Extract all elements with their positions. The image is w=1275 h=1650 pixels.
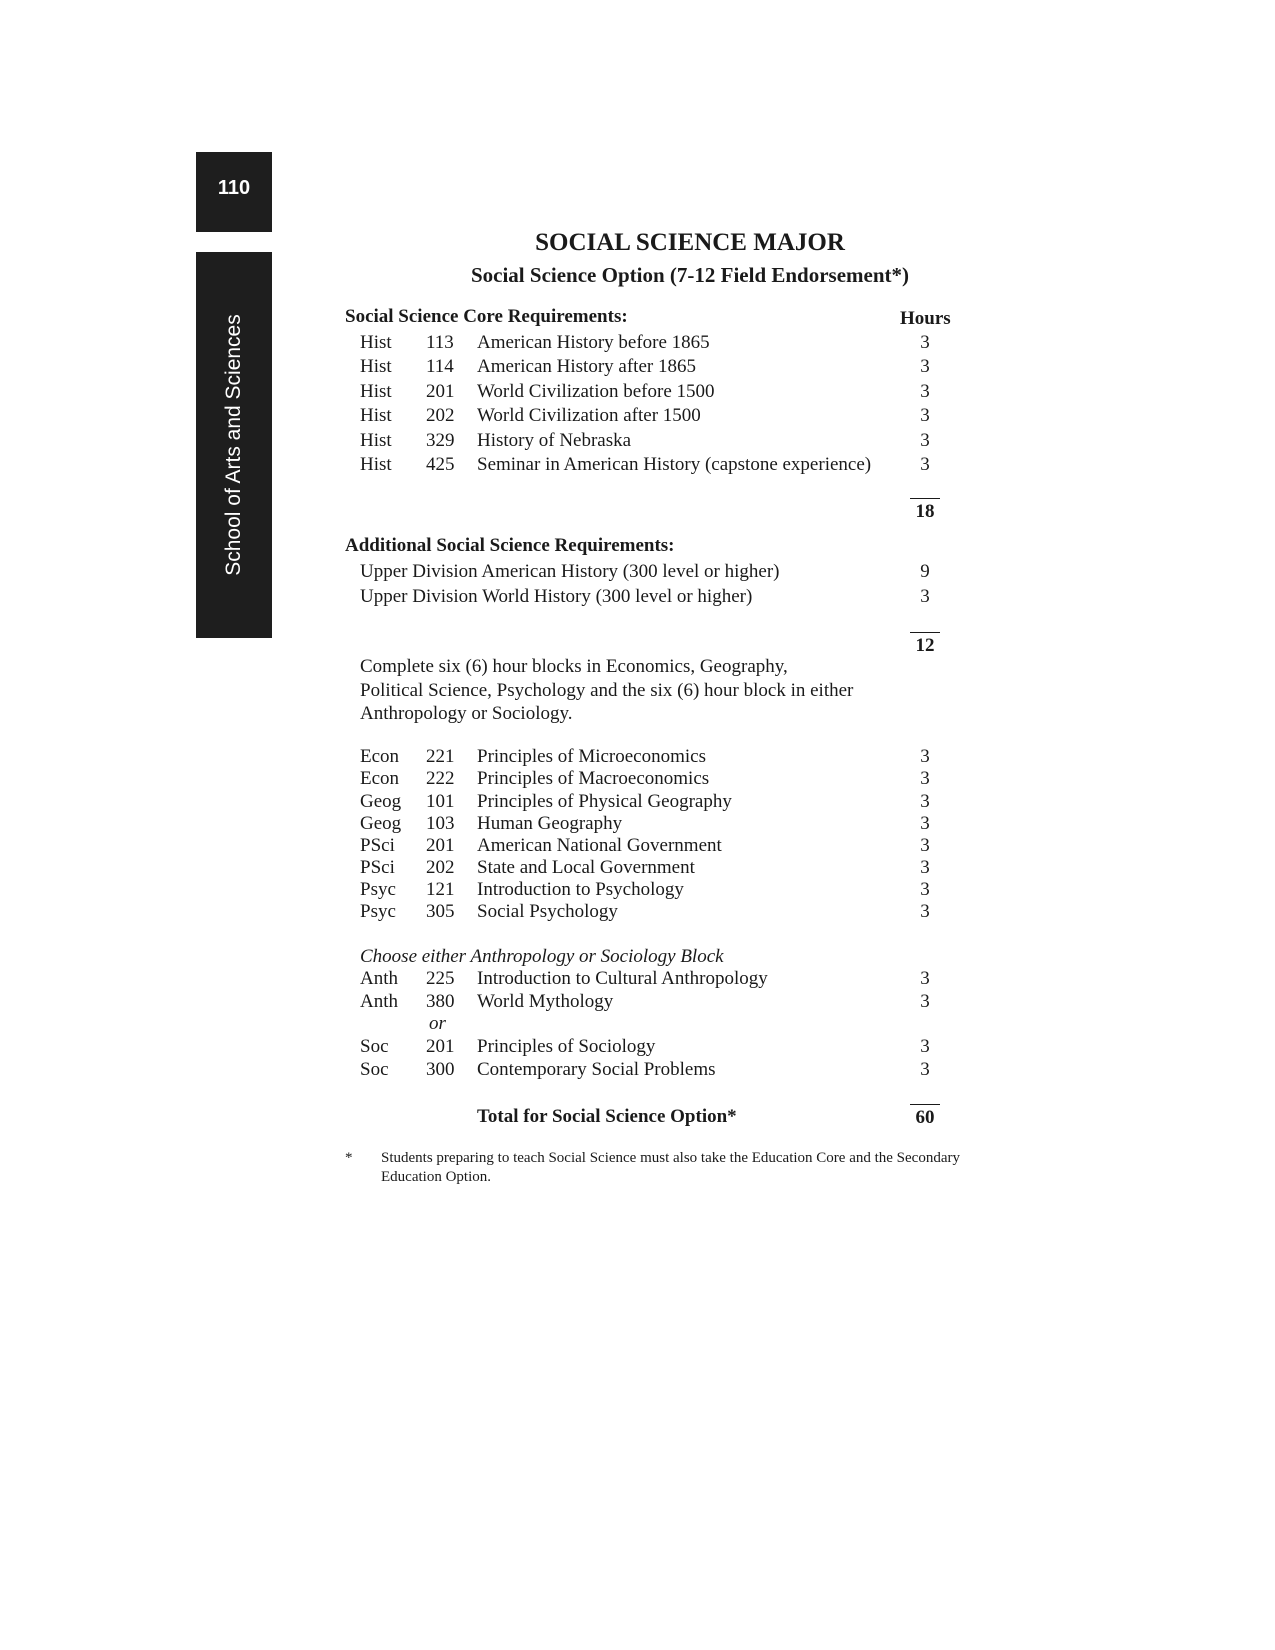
course-name: American National Government bbox=[477, 835, 722, 856]
course-number: 121 bbox=[426, 879, 455, 900]
additional-hours: 9 bbox=[920, 561, 930, 582]
course-row bbox=[360, 1036, 940, 1060]
course-number: 222 bbox=[426, 768, 455, 789]
course-row bbox=[360, 405, 940, 429]
course-row bbox=[360, 768, 940, 792]
course-name: Principles of Physical Geography bbox=[477, 791, 732, 812]
course-hours: 3 bbox=[920, 901, 930, 922]
course-row bbox=[360, 857, 940, 881]
course-row bbox=[360, 332, 940, 356]
course-number: 225 bbox=[426, 968, 455, 989]
additional-hours: 3 bbox=[920, 586, 930, 607]
course-hours: 3 bbox=[920, 991, 930, 1012]
course-name: American History after 1865 bbox=[477, 356, 696, 377]
course-number: 113 bbox=[426, 332, 454, 353]
course-hours: 3 bbox=[920, 879, 930, 900]
additional-subtotal: 12 bbox=[910, 632, 940, 657]
course-dept: Anth bbox=[360, 991, 398, 1012]
course-hours: 3 bbox=[920, 835, 930, 856]
course-name: History of Nebraska bbox=[477, 430, 632, 451]
course-number: 300 bbox=[426, 1059, 455, 1080]
total-label: Total for Social Science Option* bbox=[477, 1106, 737, 1127]
choose-heading: Choose either Anthropology or Sociology Block bbox=[360, 946, 724, 967]
core-subtotal: 18 bbox=[910, 498, 940, 523]
course-dept: Psyc bbox=[360, 901, 396, 922]
course-row bbox=[360, 454, 940, 478]
course-name: Principles of Sociology bbox=[477, 1036, 656, 1057]
course-row bbox=[360, 430, 940, 454]
course-number: 103 bbox=[426, 813, 455, 834]
additional-row bbox=[360, 586, 940, 610]
course-dept: PSci bbox=[360, 857, 395, 878]
course-row bbox=[360, 746, 940, 770]
course-hours: 3 bbox=[920, 1036, 930, 1057]
course-hours: 3 bbox=[920, 430, 930, 451]
course-number: 221 bbox=[426, 746, 455, 767]
course-dept: Hist bbox=[360, 381, 392, 402]
course-name: Seminar in American History (capstone experience) bbox=[477, 454, 872, 475]
blocks-note-line-1: Complete six (6) hour blocks in Economics, Geography, bbox=[360, 656, 788, 677]
course-hours: 3 bbox=[920, 857, 930, 878]
course-row bbox=[360, 791, 940, 815]
course-dept: Econ bbox=[360, 768, 400, 789]
page-number-tab bbox=[196, 152, 272, 232]
section-tab bbox=[196, 252, 272, 638]
course-hours: 3 bbox=[920, 768, 930, 789]
additional-row bbox=[360, 561, 940, 585]
or-label: or bbox=[429, 1013, 446, 1034]
course-hours: 3 bbox=[920, 813, 930, 834]
course-dept: Hist bbox=[360, 405, 392, 426]
course-row bbox=[360, 835, 940, 859]
course-number: 329 bbox=[426, 430, 455, 451]
course-hours: 3 bbox=[920, 454, 930, 475]
additional-heading: Additional Social Science Requirements: bbox=[345, 535, 675, 556]
course-number: 305 bbox=[426, 901, 455, 922]
footnote-line-2: Education Option. bbox=[381, 1169, 491, 1185]
course-number: 202 bbox=[426, 405, 455, 426]
course-name: Principles of Microeconomics bbox=[477, 746, 707, 767]
course-name: American History before 1865 bbox=[477, 332, 710, 353]
footnote-line-1: Students preparing to teach Social Science must also take the Education Core and the Secondary bbox=[381, 1150, 960, 1166]
course-row bbox=[360, 879, 940, 903]
course-dept: Soc bbox=[360, 1036, 389, 1057]
course-number: 201 bbox=[426, 381, 455, 402]
course-dept: Geog bbox=[360, 813, 402, 834]
course-name: Social Psychology bbox=[477, 901, 618, 922]
course-dept: Hist bbox=[360, 332, 392, 353]
course-hours: 3 bbox=[920, 1059, 930, 1080]
course-number: 202 bbox=[426, 857, 455, 878]
footnote-marker: * bbox=[345, 1150, 353, 1166]
course-name: State and Local Government bbox=[477, 857, 695, 878]
total-hours: 60 bbox=[910, 1104, 940, 1129]
course-name: Human Geography bbox=[477, 813, 623, 834]
additional-name: Upper Division American History (300 level or higher) bbox=[360, 561, 780, 582]
course-dept: Anth bbox=[360, 968, 398, 989]
course-row bbox=[360, 901, 940, 925]
page-subtitle: Social Science Option (7-12 Field Endorsement*) bbox=[470, 263, 910, 287]
page-title: SOCIAL SCIENCE MAJOR bbox=[535, 229, 845, 256]
course-name: World Civilization after 1500 bbox=[477, 405, 701, 426]
course-dept: Soc bbox=[360, 1059, 389, 1080]
course-name: World Mythology bbox=[477, 991, 614, 1012]
course-row bbox=[360, 381, 940, 405]
course-hours: 3 bbox=[920, 356, 930, 377]
core-heading: Social Science Core Requirements: bbox=[345, 306, 628, 327]
blocks-note-line-3: Anthropology or Sociology. bbox=[360, 703, 573, 724]
page-number: 110 bbox=[217, 177, 251, 199]
course-name: Principles of Macroeconomics bbox=[477, 768, 710, 789]
course-name: Introduction to Cultural Anthropology bbox=[477, 968, 768, 989]
course-hours: 3 bbox=[920, 405, 930, 426]
section-tab-label: School of Arts and Sciences bbox=[222, 314, 245, 576]
course-name: Contemporary Social Problems bbox=[477, 1059, 716, 1080]
course-dept: Hist bbox=[360, 356, 392, 377]
course-number: 380 bbox=[426, 991, 455, 1012]
course-hours: 3 bbox=[920, 968, 930, 989]
course-dept: Geog bbox=[360, 791, 402, 812]
course-number: 201 bbox=[426, 1036, 455, 1057]
course-dept: Hist bbox=[360, 430, 392, 451]
additional-name: Upper Division World History (300 level or higher) bbox=[360, 586, 753, 607]
course-hours: 3 bbox=[920, 381, 930, 402]
blocks-note-line-2: Political Science, Psychology and the six (6) hour block in either bbox=[360, 680, 854, 701]
course-row bbox=[360, 1059, 940, 1083]
course-hours: 3 bbox=[920, 746, 930, 767]
course-dept: Econ bbox=[360, 746, 400, 767]
course-row bbox=[360, 356, 940, 380]
course-hours: 3 bbox=[920, 791, 930, 812]
course-number: 101 bbox=[426, 791, 455, 812]
course-dept: Hist bbox=[360, 454, 392, 475]
course-number: 201 bbox=[426, 835, 455, 856]
course-name: Introduction to Psychology bbox=[477, 879, 684, 900]
course-hours: 3 bbox=[920, 332, 930, 353]
course-dept: PSci bbox=[360, 835, 395, 856]
course-dept: Psyc bbox=[360, 879, 396, 900]
course-number: 114 bbox=[426, 356, 454, 377]
course-row bbox=[360, 968, 940, 992]
course-row bbox=[360, 991, 940, 1015]
course-number: 425 bbox=[426, 454, 455, 475]
course-row bbox=[360, 813, 940, 837]
hours-heading: Hours bbox=[900, 308, 951, 329]
course-name: World Civilization before 1500 bbox=[477, 381, 715, 402]
